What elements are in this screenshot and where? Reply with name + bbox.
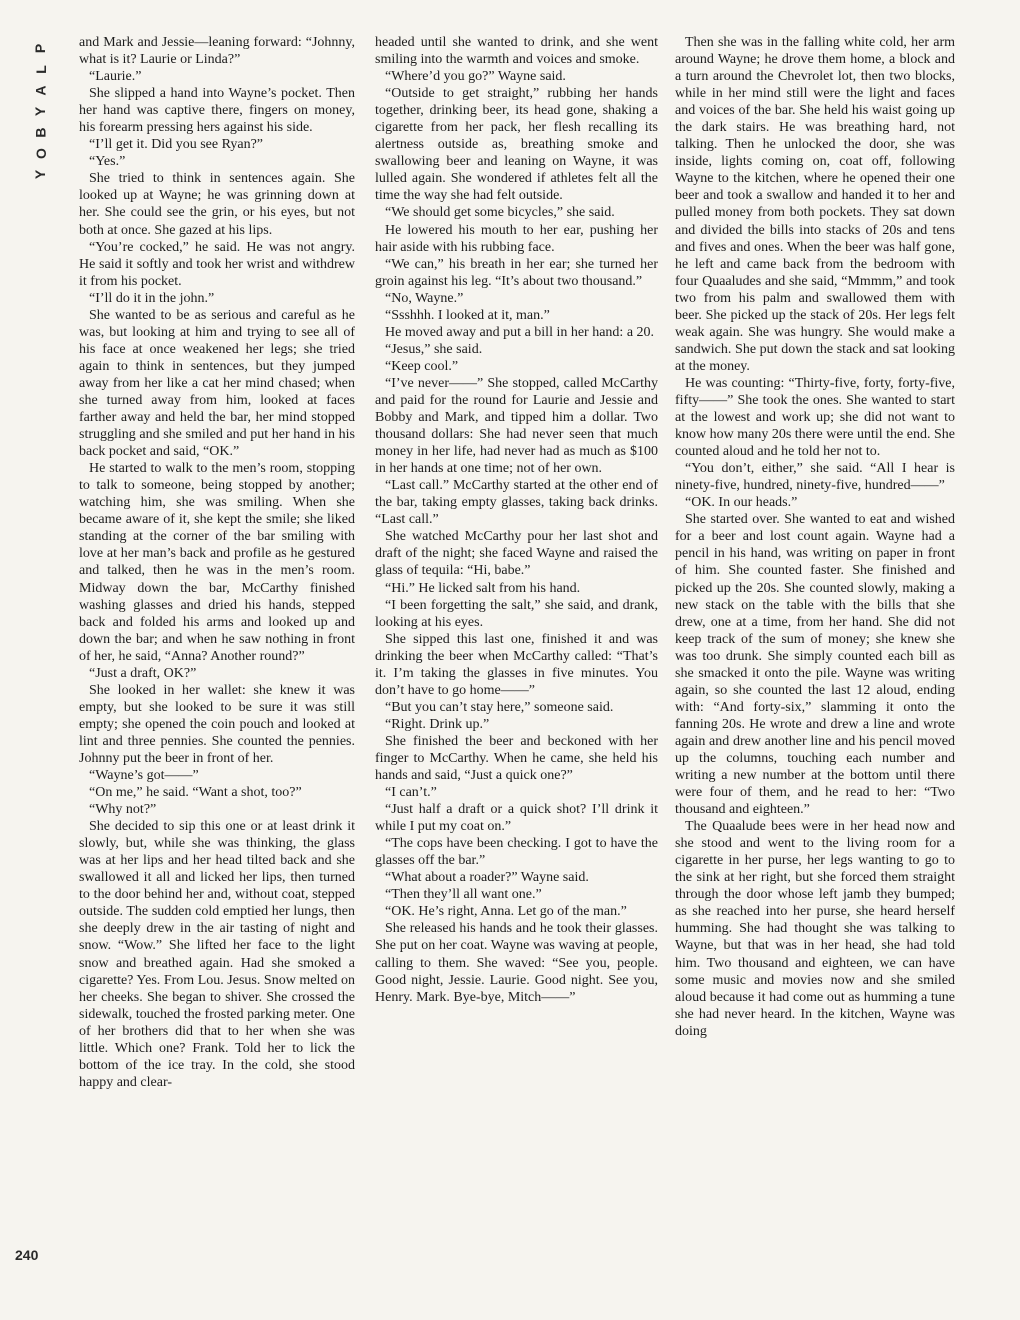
paragraph: She started over. She wanted to eat and wished for a beer and lost count again. Wayne had a pencil in his hand, was writing on paper in front of him. She counted faster. She finished and picked up the 20s. She counted slowly, making a new stack on the table with the bills that she drew, one at a time, from her hand. She did not keep track of the sum of money; she knew she was too drunk. She simply counted each bill as she smacked it onto the pile. Wayne was writing again, so she counted the last 12 aloud, ending with: “And forty-six,” slamming it onto the fanning 20s. He wrote and drew a line and wrote again and drew another line and his pencil moved up the columns, touching each number and writing a new number at the bottom until there were four of them, and he read to her: “Two thousand and eighteen.” (675, 512, 955, 818)
paragraph: “Just half a draft or a quick shot? I’ll drink it while I put my coat on.” (375, 802, 658, 835)
paragraph: “I’ll get it. Did you see Ryan?” (89, 137, 263, 153)
paragraph: “Outside to get straight,” rubbing her hands together, drinking beer, its head gone, shaking a cigarette from her pack, her flesh recalling its alertness outside as, breathing smoke and swallowing beer and leaning on Wayne, it was lulled again. She wondered if athletes felt all the time the way she had felt outside. (375, 86, 658, 204)
paragraph: “You’re cocked,” he said. He was not angry. He said it softly and took her wrist and withdrew it from his pocket. (79, 239, 355, 289)
paragraph: “No, Wayne.” (385, 290, 464, 306)
paragraph: headed until she wanted to drink, and she went smiling into the warmth and voices and smoke. (375, 35, 658, 68)
paragraph: She decided to sip this one or at least drink it slowly, but, while she was thinking, the glass was at her lips and her head tilted back and she swallowed it all and licked her lips, then turned to the door behind her and, without coat, stepped outside. The sudden cold emptied her lungs, then she deeply drew in the air tasting of night and snow. “Wow.” She lifted her face to the light snow and breathed again. Had she smoked a cigarette? Yes. From Lou. Jesus. Snow melted on her cheeks. She began to shiver. She crossed the sidewalk, touched the frosted parking meter. One of her brothers did that to her when she was little. Which one? Frank. Told her to lick the bottom of the ice tray. In the cold, she stood happy and clear- (79, 819, 355, 1090)
paragraph: “Why not?” (89, 802, 157, 818)
brand-letter: B (32, 127, 49, 138)
paragraph: “OK. He’s right, Anna. Let go of the man.” (385, 904, 627, 920)
brand-letter: Y (32, 169, 49, 180)
brand-letter: A (32, 85, 49, 96)
paragraph: “I been forgetting the salt,” she said, and drank, looking at his eyes. (375, 597, 658, 630)
paragraph: “I’ve never——” She stopped, called McCarthy and paid for the round for Laurie and Jessie and Bobby and Mark, and tipped him a dollar. Two thousand dollars: She had never seen that much money in her life, had never had as much as $100 in her hands at one time; not of her own. (375, 375, 658, 477)
paragraph: “We should get some bicycles,” she said. (385, 205, 615, 221)
paragraph: She looked in her wallet: she knew it was empty, but she looked to be sure it was still empty; she opened the coin pouch and looked at lint and three pennies. She counted the pennies. Johnny put the beer in front of her. (79, 682, 355, 766)
paragraph: “Just a draft, OK?” (89, 665, 197, 681)
article-column-1 (79, 34, 355, 1296)
paragraph: “On me,” he said. “Want a shot, too?” (89, 785, 302, 801)
paragraph: She sipped this last one, finished it and was drinking the beer when McCarthy called: “That’s it. I’m taking the glasses in five minutes. You don’t have to go home——” (375, 631, 658, 698)
paragraph: “OK. In our heads.” (685, 495, 798, 511)
page-number: 240 (15, 1247, 39, 1263)
paragraph: “Hi.” He licked salt from his hand. (385, 580, 581, 596)
paragraph: “Last call.” McCarthy started at the other end of the bar, taking empty glasses, taking back drinks. “Last call.” (375, 478, 658, 528)
paragraph: Then she was in the falling white cold, her arm around Wayne; he drove them home, a block and a turn around the Chevrolet lot, then two blocks, while in her mind still were the light and faces and voices of the bar. She held his waist going up the dark stairs. He was breathing hard, not talking. Then he unlocked the door, she was inside, lights coming on, coat off, following Wayne to the kitchen, where he opened their one beer and took a swallow and handed it to her and pulled money from both pockets. They sat down and divided the bills into stacks of 20s and tens and fives and ones. When the beer was half gone, he left and came back from the bedroom with four Quaaludes and she said, “Mmmm,” and took two from his palm and swallowed them with beer. She picked up the stack of 20s. Her legs felt weak again. She was hungry. She would make a sandwich. She put down the stack and sat looking at the money. (675, 35, 955, 374)
paragraph: “Then they’ll all want one.” (385, 887, 542, 903)
article-column-3 (675, 34, 955, 1296)
paragraph: “The cops have been checking. I got to have the glasses off the bar.” (375, 836, 658, 869)
paragraph: “Right. Drink up.” (385, 716, 490, 732)
brand-letter: P (32, 43, 49, 54)
magazine-name (28, 38, 54, 185)
paragraph: “You don’t, either,” she said. “All I hear is ninety-five, hundred, ninety-five, hundred——” (675, 461, 955, 494)
paragraph: He moved away and put a bill in her hand: a 20. (385, 324, 655, 340)
brand-letter: L (32, 65, 49, 74)
paragraph: “Keep cool.” (385, 358, 459, 374)
paragraph: She slipped a hand into Wayne’s pocket. Then her hand was captive there, fingers on money, his forearm pressing hers against his side. (79, 86, 355, 136)
paragraph: She released his hands and he took their glasses. She put on her coat. Wayne was waving at people, calling to them. She waved: “See you, people. Good night, Jessie. Laurie. Good night. See you, Henry. Mark. Bye-bye, Mitch——” (375, 921, 658, 1005)
paragraph: “What about a roader?” Wayne said. (385, 870, 589, 886)
paragraph: She wanted to be as serious and careful as he was, but looking at him and trying to see all of his face at once weakened her legs; she tried again to think in sentences, but they jumped away from her like a cat her mind chased; when she turned away from him, looked at faces farther away and held the bar, her mind stopped struggling and she smiled and put her hand in his back pocket and said, “OK.” (79, 307, 355, 460)
paragraph: “But you can’t stay here,” someone said. (385, 699, 614, 715)
paragraph: “I’ll do it in the john.” (89, 290, 215, 306)
paragraph: He started to walk to the men’s room, stopping to talk to someone, being stopped by another; watching him, she was smiling. When she became aware of it, she kept the smile; she liked standing at the corner of the bar smiling with love at her man’s back and profile as he gestured and talked, then he was in the men’s room. Midway down the bar, McCarthy finished washing glasses and dried his hands, stepped back and folded his arms and looked up and down the bar; and when he saw nothing in front of her, he said, “Anna? Another round?” (79, 461, 355, 664)
paragraph: He lowered his mouth to her ear, pushing her hair aside with his rubbing face. (375, 222, 658, 255)
paragraph: “I can’t.” (385, 785, 437, 801)
paragraph: “Laurie.” (89, 69, 142, 85)
paragraph: “We can,” his breath in her ear; she turned her groin against his leg. “It’s about two thousand.” (375, 256, 658, 289)
paragraph: She watched McCarthy pour her last shot and draft of the night; she faced Wayne and raised the glass of tequila: “Hi, babe.” (375, 529, 658, 579)
paragraph: She tried to think in sentences again. She looked up at Wayne; he was grinning down at her. She could see the grin, or his eyes, but not both at once. She gazed at his lips. (79, 171, 355, 238)
paragraph: The Quaalude bees were in her head now and she stood and went to the living room for a cigarette in her purse, her legs wanting to go to the sink at her right, but she forced them straight through the door whose left jamb they bumped; as she reached into her purse, she heard herself humming. She had thought she was talking to Wayne, but that was in her head, she had told him. Two thousand and eighteen, we can have some music and movies now and she smiled aloud because it had come out as humming a tune she had never heard. In the kitchen, Wayne was doing (675, 819, 955, 1039)
paragraph: “Where’d you go?” Wayne said. (385, 69, 566, 85)
paragraph: “Jesus,” she said. (385, 341, 483, 357)
paragraph: “Wayne’s got——” (89, 768, 199, 784)
paragraph: He was counting: “Thirty-five, forty, forty-five, fifty——” She took the ones. She wanted to start at the lowest and work up; she did not want to know how many 20s there were until the end. She counted aloud and he told her not to. (675, 375, 955, 460)
paragraph: “Ssshhh. I looked at it, man.” (385, 307, 550, 323)
brand-letter: O (32, 148, 49, 159)
paragraph: She finished the beer and beckoned with her finger to McCarthy. When he came, she held his hands and said, “Just a quick one?” (375, 733, 658, 784)
paragraph: “Yes.” (89, 154, 126, 170)
paragraph: and Mark and Jessie—leaning forward: “Johnny, what is it? Laurie or Linda?” (79, 35, 355, 68)
brand-letter: Y (32, 106, 49, 117)
article-column-2 (375, 34, 658, 1296)
